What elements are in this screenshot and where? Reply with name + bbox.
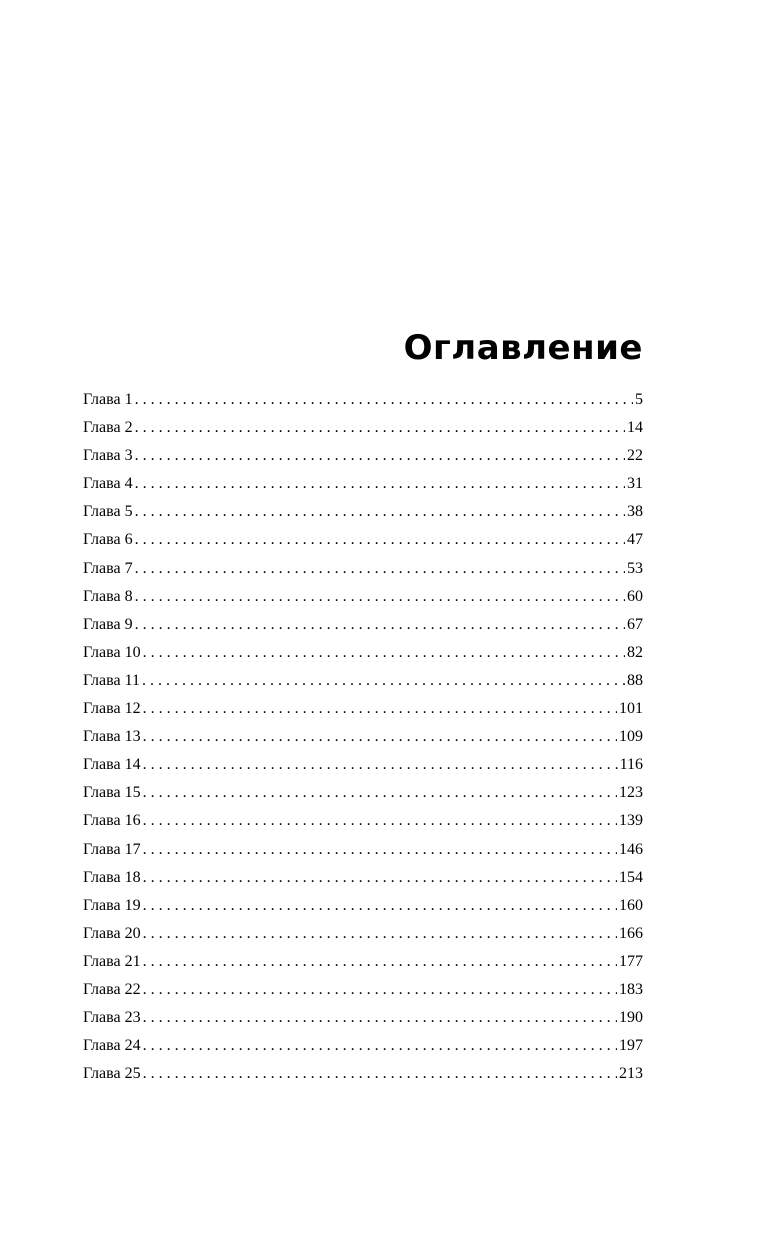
toc-entry[interactable]	[83, 948, 643, 976]
toc-entry-page: 139	[619, 812, 643, 830]
toc-entry-label: Глава 11	[83, 671, 140, 689]
dot-leader	[143, 779, 617, 807]
toc-entry-page: 213	[619, 1065, 643, 1083]
toc-entry-label: Глава 18	[83, 868, 141, 886]
toc-entry-page: 60	[627, 587, 643, 605]
toc-entry-label: Глава 15	[83, 784, 141, 802]
toc-entry-page: 183	[619, 980, 643, 998]
dot-leader	[143, 1032, 617, 1060]
toc-entry[interactable]	[83, 1060, 643, 1088]
toc-entry-page: 116	[619, 756, 643, 774]
toc-entry-page: 190	[619, 1009, 643, 1027]
toc-entry-page: 53	[627, 559, 643, 577]
toc-entry-label: Глава 22	[83, 980, 141, 998]
toc-entry[interactable]	[83, 526, 643, 554]
toc-entry[interactable]	[83, 723, 643, 751]
page-title: Оглавление	[403, 328, 643, 368]
toc-entry-page: 14	[627, 419, 643, 437]
toc-entry-page: 154	[619, 868, 643, 886]
toc-entry[interactable]	[83, 386, 643, 414]
dot-leader	[135, 611, 625, 639]
toc-entry-label: Глава 20	[83, 924, 141, 942]
dot-leader	[143, 920, 617, 948]
toc-entry[interactable]	[83, 611, 643, 639]
dot-leader	[135, 498, 625, 526]
toc-entry-label: Глава 4	[83, 475, 133, 493]
toc-entry[interactable]	[83, 442, 643, 470]
dot-leader	[135, 470, 625, 498]
dot-leader	[135, 555, 625, 583]
dot-leader	[143, 639, 625, 667]
toc-entry-page: 88	[627, 671, 643, 689]
toc-entry-label: Глава 2	[83, 419, 133, 437]
toc-entry-page: 47	[627, 531, 643, 549]
toc-entry-page: 38	[627, 503, 643, 521]
toc-entry[interactable]	[83, 639, 643, 667]
toc-entry[interactable]	[83, 864, 643, 892]
table-of-contents	[83, 386, 643, 1088]
toc-entry[interactable]	[83, 695, 643, 723]
dot-leader	[135, 583, 625, 611]
dot-leader	[135, 414, 625, 442]
dot-leader	[143, 976, 617, 1004]
dot-leader	[143, 892, 617, 920]
toc-entry-label: Глава 3	[83, 447, 133, 465]
toc-entry[interactable]	[83, 836, 643, 864]
toc-entry-page: 82	[627, 643, 643, 661]
toc-entry[interactable]	[83, 667, 643, 695]
toc-entry[interactable]	[83, 1004, 643, 1032]
toc-entry-label: Глава 23	[83, 1009, 141, 1027]
toc-entry-page: 109	[619, 728, 643, 746]
toc-entry[interactable]	[83, 892, 643, 920]
toc-entry-label: Глава 6	[83, 531, 133, 549]
toc-entry-label: Глава 21	[83, 952, 141, 970]
toc-entry-label: Глава 1	[83, 391, 133, 408]
dot-leader	[143, 807, 617, 835]
toc-entry-page: 166	[619, 924, 643, 942]
toc-entry-label: Глава 13	[83, 728, 141, 746]
toc-entry-label: Глава 5	[83, 503, 133, 521]
toc-entry[interactable]	[83, 470, 643, 498]
toc-entry[interactable]	[83, 976, 643, 1004]
dot-leader	[143, 864, 617, 892]
toc-entry-label: Глава 7	[83, 559, 133, 577]
toc-entry[interactable]	[83, 807, 643, 835]
dot-leader	[135, 386, 633, 414]
toc-entry-page: 177	[619, 952, 643, 970]
toc-entry[interactable]	[83, 498, 643, 526]
toc-entry-label: Глава 24	[83, 1037, 141, 1055]
toc-entry[interactable]	[83, 920, 643, 948]
dot-leader	[143, 948, 617, 976]
toc-entry-page: 22	[627, 447, 643, 465]
dot-leader	[143, 695, 617, 723]
toc-entry-label: Глава 17	[83, 840, 141, 858]
dot-leader	[142, 667, 625, 695]
toc-entry-page: 31	[627, 475, 643, 493]
toc-entry-page: 197	[619, 1037, 643, 1055]
dot-leader	[143, 1004, 617, 1032]
toc-entry-label: Глава 12	[83, 700, 141, 718]
dot-leader	[143, 751, 618, 779]
toc-entry-label: Глава 19	[83, 896, 141, 914]
toc-entry-page: 123	[619, 784, 643, 802]
toc-entry-page: 101	[619, 700, 643, 718]
toc-entry[interactable]	[83, 583, 643, 611]
dot-leader	[143, 723, 617, 751]
dot-leader	[143, 836, 617, 864]
dot-leader	[135, 442, 625, 470]
toc-entry-label: Глава 14	[83, 756, 141, 774]
toc-entry-page: 146	[619, 840, 643, 858]
toc-entry-page: 5	[635, 391, 643, 408]
toc-entry[interactable]	[83, 1032, 643, 1060]
toc-entry[interactable]	[83, 751, 643, 779]
dot-leader	[135, 526, 625, 554]
toc-entry-label: Глава 10	[83, 643, 141, 661]
toc-entry-page: 67	[627, 615, 643, 633]
toc-entry-label: Глава 16	[83, 812, 141, 830]
toc-entry[interactable]	[83, 414, 643, 442]
toc-entry[interactable]	[83, 555, 643, 583]
toc-entry-label: Глава 9	[83, 615, 133, 633]
dot-leader	[143, 1060, 617, 1088]
toc-entry-label: Глава 8	[83, 587, 133, 605]
toc-entry-label: Глава 25	[83, 1065, 141, 1083]
toc-entry-page: 160	[619, 896, 643, 914]
toc-entry[interactable]	[83, 779, 643, 807]
